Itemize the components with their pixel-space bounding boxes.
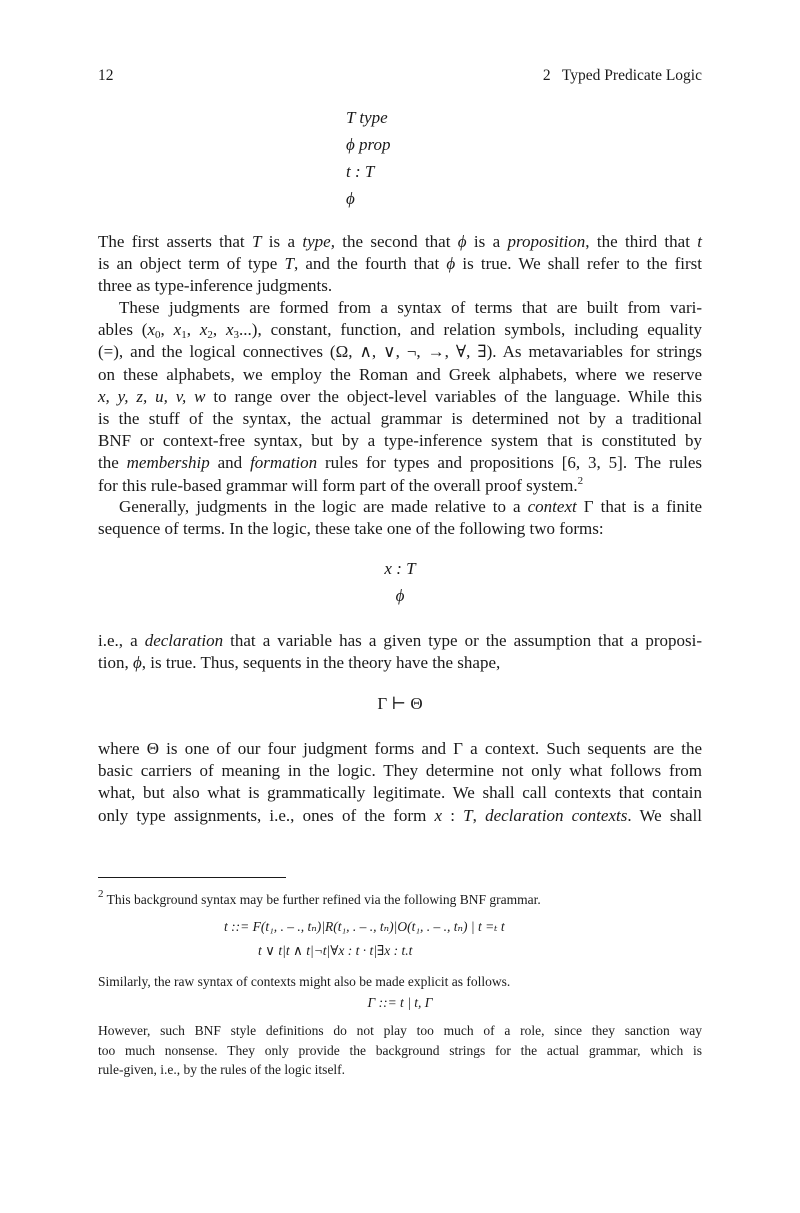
text-line: However, such BNF style definitions do not play too much of a role, since they sanction way xyxy=(98,1023,702,1038)
judgment-type: T type xyxy=(346,108,388,127)
text-line: is an object term of type T, and the fourth that ϕ is true. We shall refer to the first xyxy=(98,254,702,274)
context-assumption: ϕ xyxy=(395,586,405,605)
footnote-closing xyxy=(98,1021,702,1080)
text-line: the membership and formation rules for types and propositions [6, 3, 5]. The rules xyxy=(98,453,703,473)
text-line: i.e., a declaration that a variable has a given type or the assumption that a proposi- xyxy=(98,631,702,650)
paragraph-3 xyxy=(98,496,702,540)
text-line: basic carriers of meaning in the logic. They determine not only what follows from xyxy=(98,761,702,781)
text-line: rule-given, i.e., by the rules of the logic itself. xyxy=(98,1062,346,1077)
sequent-formula: Γ ⊢ Θ xyxy=(377,694,423,713)
running-title: 2 Typed Predicate Logic xyxy=(542,67,702,84)
footnote-rule xyxy=(98,877,286,878)
footnote xyxy=(98,890,702,910)
footnote-intro: $^2$ This background syntax may be further refined via the following BNF grammar. xyxy=(98,888,541,907)
text-line: ables ($x_0$, $x_1$, $x_2$, $x_3$...), constant, function, and relation symbols, including equality xyxy=(98,320,702,342)
bnf-grammar-line-1: t ::= F(t₁, . – ., tₙ)|R(t₁, . – ., tₙ)|O(t₁, . – ., tₙ) | t =ₜ t xyxy=(224,919,505,934)
judgment-prop: ϕ prop xyxy=(346,135,391,154)
text-line: These judgments are formed from a syntax of terms that are built from vari- xyxy=(119,298,702,317)
text-line: BNF or context-free syntax, but by a type-inference system that is constituted by xyxy=(98,431,702,451)
text-line: only type assignments, i.e., ones of the form x : T, declaration contexts. We shall xyxy=(98,805,702,825)
bnf-grammar-line-2: t ∨ t|t ∧ t|¬t|∀x : t · t|∃x : t.t xyxy=(258,943,413,958)
paragraph-4 xyxy=(98,630,702,674)
context-declaration: x : T xyxy=(384,559,416,578)
page xyxy=(98,0,702,1213)
text-line: (=), and the logical connectives (Ω, ∧, ∨, ¬, →, ∀, ∃). As metavariables for strings xyxy=(98,342,702,362)
text-line: Generally, judgments in the logic are made relative to a context Γ that is a finite xyxy=(119,497,702,516)
text-line: for this rule-based grammar will form part of the overall proof system.$^2$ xyxy=(98,474,584,495)
text-line: sequence of terms. In the logic, these take one of the following two forms: xyxy=(98,519,604,539)
paragraph-5 xyxy=(98,738,702,827)
text-line: on these alphabets, we employ the Roman and Greek alphabets, where we reserve xyxy=(98,364,702,384)
text-line: where Θ is one of our four judgment forms and Γ a context. Such sequents are the xyxy=(98,739,702,758)
sequent-display xyxy=(98,690,702,717)
judgment-truth: ϕ xyxy=(346,189,355,208)
page-number: 12 xyxy=(98,67,114,84)
judgment-forms-display xyxy=(346,104,546,212)
footnote-similarly: Similarly, the raw syntax of contexts might also be made explicit as follows. xyxy=(98,974,511,989)
paragraph-2 xyxy=(98,297,702,497)
context-grammar: Γ ::= t | t, Γ xyxy=(367,995,433,1010)
text-line: is the stuff of the syntax, the actual grammar is determined not by a traditional xyxy=(98,408,702,428)
paragraph-1 xyxy=(98,231,702,298)
footnote-marker: 2 xyxy=(98,888,104,900)
text-line: too much nonsense. They only provide the background strings for the actual grammar, which is xyxy=(98,1042,702,1058)
text-line: x, y, z, u, v, w to range over the object-level variables of the language. While this xyxy=(98,386,702,406)
text-line: three as type-inference judgments. xyxy=(98,276,333,296)
text-line: tion, ϕ, is true. Thus, sequents in the theory have the shape, xyxy=(98,653,501,673)
context-forms-display xyxy=(98,555,702,609)
text-line: The first asserts that T is a type, the second that ϕ is a proposition, the third that t xyxy=(98,232,702,251)
running-head xyxy=(98,66,702,86)
judgment-term: t : T xyxy=(346,162,375,181)
footnote-ref: 2 xyxy=(577,474,584,487)
text-line: what, but also what is grammatically legitimate. We shall call contexts that contain xyxy=(98,783,702,803)
